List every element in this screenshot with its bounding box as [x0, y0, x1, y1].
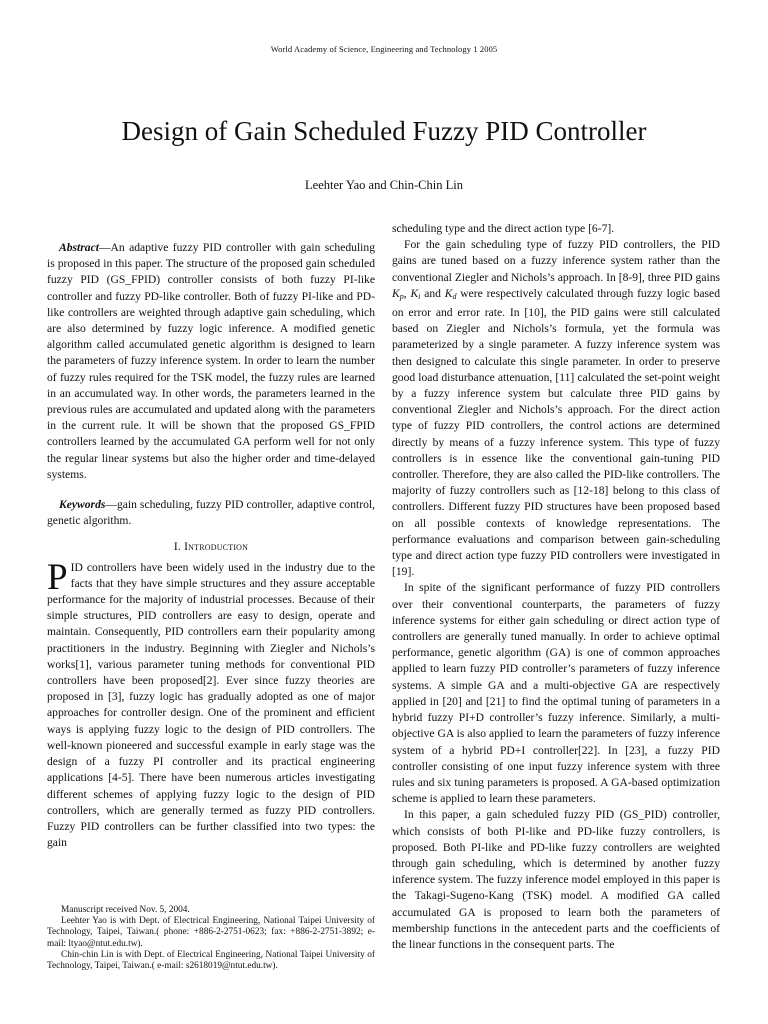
this-paper-paragraph: In this paper, a gain scheduled fuzzy PID (GS_PID) controller, which consists of both PI-like and PD-like fuzzy controllers, is proposed. Both PI-like and PD-like fuzzy controllers are weighted through gain scheduling, which is determined by another fuzzy inference system. The fuzzy inference model employed in this paper is the Takagi-Sugeno-Kang (TSK) model. A modified GA called accumulated GA is proposed to learn both the parameters of membership functions in the antecedent parts and the coefficients of the linear functions in the consequent parts. The [392, 808, 720, 951]
running-header: World Academy of Science, Engineering and Technology 1 2005 [270, 44, 498, 54]
abstract-label: Abstract [59, 241, 99, 254]
kp-subscript: p [399, 291, 404, 301]
ga-paragraph: In spite of the significant performance of fuzzy PID controllers over their conventional counterparts, the parameters of fuzzy inference systems for either gain scheduling or direct action type of controllers are generally tuned manually. In order to achieve optimal performance, genetic algorithm (GA) is one of common approaches applied to learn fuzzy PID controller’s parameters of fuzzy inference systems. A simple GA and a multi-objective GA are respectively applied in [20] and [21] to find the optimal tuning of parameters in a hybrid fuzzy PI+D controller’s fuzzy inference. Similarly, a multi-objective GA is also applied to learn the parameters of fuzzy inference system of a hybrid PD+I controller[22]. In [23], a fuzzy PID controller consisting of one input fuzzy inference system with three rules and six tuning parameters is proposed. A GA-based optimization scheme is applied to learn these parameters. [392, 581, 720, 806]
ki-symbol: K [410, 286, 419, 300]
section-heading-introduction: I. Introduction [173, 540, 249, 554]
gain-separator-1: , [403, 286, 411, 300]
ki-subscript: i [418, 291, 421, 301]
paper-title: Design of Gain Scheduled Fuzzy PID Controller [121, 116, 647, 146]
keywords-text: gain scheduling, fuzzy PID controller, adaptive control, genetic algorithm. [47, 498, 375, 528]
left-column [47, 240, 375, 851]
abstract-paragraph [47, 240, 375, 483]
abstract-text: An adaptive fuzzy PID controller with gain scheduling is proposed in this paper. The structure of the proposed gain scheduled fuzzy PID (GS_FPID) controller consists of both fuzzy PI-like controller and fuzzy PD-like controller. Both of fuzzy PI-like and PD-like controllers are weighted through adaptive gain scheduling, which are also determined by fuzzy logic inference. A modified genetic algorithm called accumulated genetic algorithm is designed to learn the parameters of fuzzy inference system. In order to learn the number of fuzzy rules required for the TSK model, the fuzzy rules are learned in an accumulated way. In other words, the parameters learned in the previous rules are accumulated and updated along with the parameters in the current rule. It will be shown that the proposed GS_FPID controllers learned by the accumulated GA perform well for not only the regular linear systems but also the higher order and time-delayed systems. [47, 241, 375, 481]
footnote [47, 905, 375, 972]
right-column [392, 221, 720, 953]
keywords-label: Keywords [59, 498, 106, 512]
footnote-received: Manuscript received Nov. 5, 2004. [61, 905, 190, 915]
dropcap-letter: P [47, 556, 68, 598]
continued-paragraph: scheduling type and the direct action type [6-7]. [392, 222, 615, 235]
kp-symbol: K [392, 286, 400, 300]
gs-text-b: were respectively calculated through fuzzy logic based on error and error rate. In [10], the PID gains were still calculated based on Ziegler and Nichols’s formula, yet the formula was parameterized by a single parameter. A fuzzy inference system was then designed to calculate this single parameter. In order to preserve good load disturbance attenuation, [11] calculated the set-point weight by a fuzzy inference system but calculate three PID gains by conventional Ziegler and Nichols’s approach. For the direct action type of fuzzy PID controllers, the control actions are determined directly by means of a fuzzy inference system. This type of fuzzy controllers is in essence like the conventional gain-tuning PID controller. Therefore, they are also called the PID-like controllers. The majority of fuzzy controllers such as [12-18] belong to this class of controllers. Different fuzzy PID structures have been proposed based on all possible contexts of knowledge representations. The performance evaluations and comparison between gain-scheduling type and direct action type fuzzy PID controllers were investigated in [19]. [392, 286, 720, 579]
kd-subscript: d [452, 291, 457, 301]
paper-authors: Leehter Yao and Chin-Chin Lin [305, 178, 463, 192]
gs-text-a: For the gain scheduling type of fuzzy PID controllers, the PID gains are tuned based on a fuzzy inference system rather than the conventional Ziegler and Nichols’s approach. In [8-9], three PID gains [392, 238, 720, 284]
footnote-author-1: Leehter Yao is with Dept. of Electrical Engineering, National Taipei University of Technology, Taipei, Taiwan.( phone: +886-2-2751-0623; fax: +886-2-2751-3892; e-mail: ltyao@ntut.edu.tw). [47, 916, 375, 949]
intro-text: ID controllers have been widely used in the industry due to the facts that they have simple structures and they assure acceptable performance for the majority of industrial processes. Because of their simple structures, PID controllers are easy to design, operate and maintain. Consequently, PID controllers earn their popularity among practitioners in the industry. Beginning with Ziegler and Nichols’s works[1], various parameter tuning methods for conventional PID controllers have been proposed[2]. Ever since fuzzy theories are proposed in [3], fuzzy logic has gradually adopted as one of major approaches for controller design. One of the prominent and efficient ways is applying fuzzy logic to the design of PID controllers. The well-known pioneered and successful example in early stage was the design of a fuzzy PI controller and its practical engineering applications [4-5]. There have been numerous articles investigating different schemes of applying fuzzy logic to the design of PID controllers, which are generally termed as fuzzy PID controllers. Fuzzy PID controllers can be further classified into two types: the gain [47, 560, 375, 850]
gain-scheduling-paragraph [392, 237, 720, 580]
keywords-paragraph [47, 497, 375, 529]
gain-separator-2: and [420, 286, 445, 300]
keywords-dash: — [105, 498, 117, 512]
footnote-author-2: Chin-chin Lin is with Dept. of Electrical Engineering, National Taipei University of Technology, Taipei, Taiwan.( e-mail: s2618019@ntut.edu.tw). [47, 949, 375, 972]
abstract-dash: — [98, 241, 111, 254]
intro-paragraph [47, 556, 375, 852]
kd-symbol: K [444, 286, 453, 300]
